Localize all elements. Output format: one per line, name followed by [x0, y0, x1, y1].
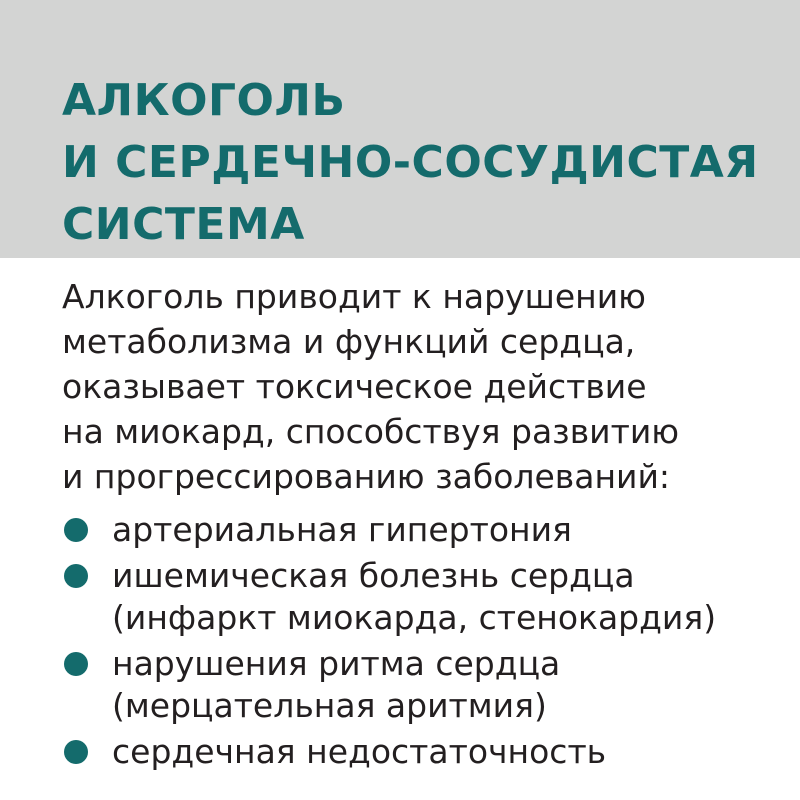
- page-title: [62, 70, 782, 256]
- title-line: СИСТЕМА: [62, 199, 305, 250]
- list-item-text: ишемическая болезнь сердца: [112, 556, 635, 595]
- list-item: [62, 643, 782, 727]
- list-item: [62, 731, 782, 773]
- list-item-text: нарушения ритма сердца: [112, 644, 561, 683]
- intro-line: на миокард, способствуя развитию: [62, 412, 680, 451]
- disease-list: [62, 509, 782, 773]
- intro-line: Алкоголь приводит к нарушению: [62, 277, 646, 316]
- header-panel: [0, 0, 800, 258]
- title-line: И СЕРДЕЧНО-СОСУДИСТАЯ: [62, 137, 759, 188]
- list-item-text: (мерцательная аритмия): [112, 686, 547, 725]
- content-body: [62, 274, 782, 777]
- intro-line: и прогрессированию заболеваний:: [62, 457, 671, 496]
- list-item-text: сердечная недостаточность: [112, 732, 607, 771]
- bullet-dot-icon: [64, 564, 88, 588]
- list-item: [62, 555, 782, 639]
- list-item-text: артериальная гипертония: [112, 510, 572, 549]
- intro-paragraph: [62, 274, 782, 499]
- intro-line: оказывает токсическое действие: [62, 367, 647, 406]
- list-item: [62, 509, 782, 551]
- bullet-dot-icon: [64, 652, 88, 676]
- bullet-dot-icon: [64, 740, 88, 764]
- list-item-text: (инфаркт миокарда, стенокардия): [112, 598, 717, 637]
- bullet-dot-icon: [64, 518, 88, 542]
- title-line: АЛКОГОЛЬ: [62, 75, 346, 126]
- intro-line: метаболизма и функций сердца,: [62, 322, 636, 361]
